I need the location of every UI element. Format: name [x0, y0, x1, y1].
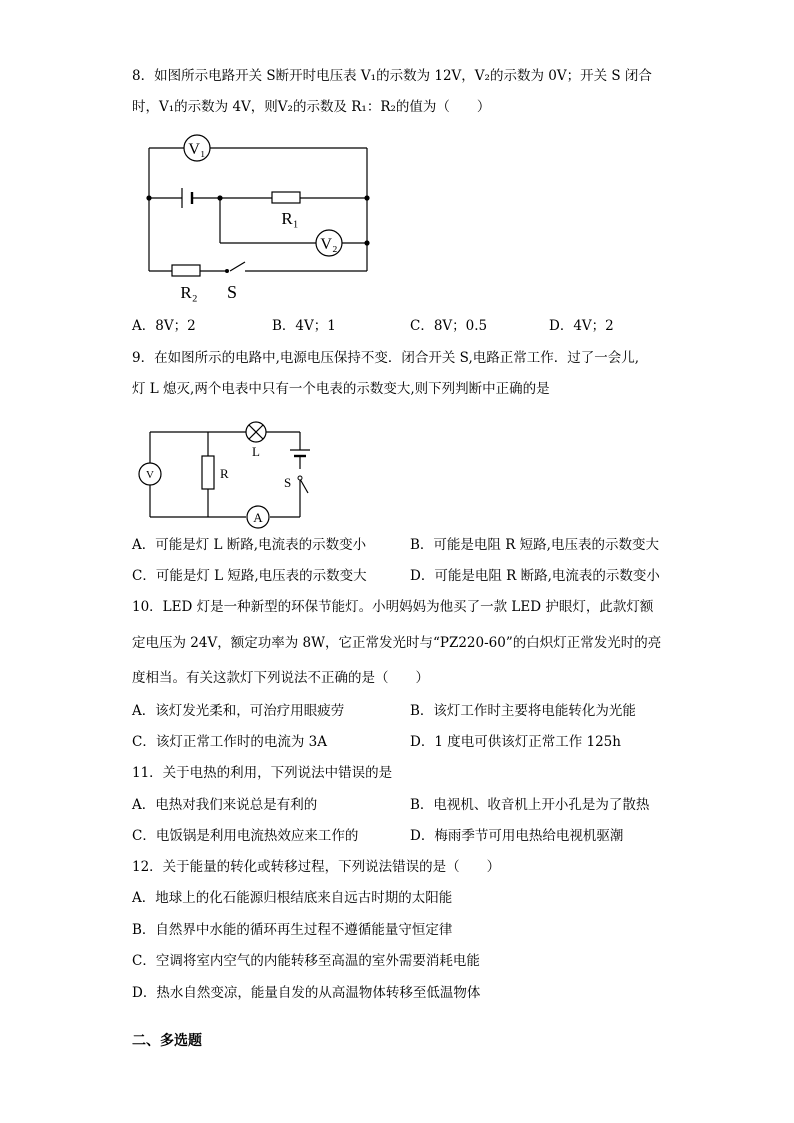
q8-option-c[interactable]: C．8V；0.5 — [410, 318, 488, 334]
q12-option-c[interactable]: C．空调将室内空气的内能转移至高温的室外需要消耗电能 — [132, 953, 480, 969]
q9-option-b[interactable]: B．可能是电阻 R 短路,电压表的示数变大 — [410, 537, 659, 553]
q8-option-d[interactable]: D．4V；2 — [549, 318, 614, 334]
q10-stem-line3: 度相当。有关这款灯下列说法不正确的是（ ） — [132, 670, 429, 686]
q10-stem-line1: 10．LED 灯是一种新型的环保节能灯。小明妈妈为他买了一款 LED 护眼灯，此款灯额 — [132, 599, 654, 615]
q9-s-label: S — [284, 475, 292, 490]
section-title: 二、多选题 — [132, 1033, 202, 1049]
q9-option-d[interactable]: D．可能是电阻 R 断路,电流表的示数变小 — [410, 568, 660, 584]
q8-stem-line2: 时，V₁的示数为 4V，则V₂的示数及 R₁：R₂的值为（ ） — [132, 99, 491, 115]
q10-option-b[interactable]: B．该灯工作时主要将电能转化为光能 — [410, 703, 636, 719]
q9-v-label: V — [146, 469, 154, 481]
q9-option-c[interactable]: C．可能是灯 L 短路,电压表的示数变大 — [132, 568, 367, 584]
q12-option-a[interactable]: A．地球上的化石能源归根结底来自远古时期的太阳能 — [132, 890, 453, 906]
q10-option-a[interactable]: A．该灯发光柔和，可治疗用眼疲劳 — [132, 703, 345, 719]
q12-option-b[interactable]: B．自然界中水能的循环再生过程不遵循能量守恒定律 — [132, 922, 453, 938]
q9-option-a[interactable]: A．可能是灯 L 断路,电流表的示数变小 — [132, 537, 367, 553]
q12-stem-line1: 12．关于能量的转化或转移过程，下列说法错误的是（ ） — [132, 859, 501, 875]
q11-option-d[interactable]: D．梅雨季节可用电热给电视机驱潮 — [410, 828, 624, 844]
q8-v1-label: V₁ — [188, 141, 206, 158]
q10-option-c[interactable]: C．该灯正常工作时的电流为 3A — [132, 734, 327, 750]
q8-circuit-diagram — [132, 128, 382, 308]
q10-stem-line2: 定电压为 24V，额定功率为 8W，它正常发光时与“PZ220-60”的白炽灯正常发光时的亮 — [132, 635, 662, 651]
q8-v2-label: V₂ — [320, 236, 338, 253]
q8-option-b[interactable]: B．4V；1 — [272, 318, 336, 334]
q9-stem-line1: 9．在如图所示的电路中,电源电压保持不变．闭合开关 S,电路正常工作．过了一会儿, — [132, 350, 640, 366]
q8-r1-label: R₁ — [281, 209, 299, 228]
q8-s-label: S — [226, 282, 238, 302]
q10-option-d[interactable]: D．1 度电可供该灯正常工作 125h — [410, 734, 621, 750]
q9-r-label: R — [220, 466, 229, 481]
q8-r2-label: R₂ — [180, 283, 198, 302]
q9-circuit-diagram — [132, 414, 322, 534]
q8-stem-line1: 8．如图所示电路开关 S断开时电压表 V₁的示数为 12V，V₂的示数为 0V；开关 S 闭合 — [132, 68, 652, 84]
q11-option-c[interactable]: C．电饭锅是利用电流热效应来工作的 — [132, 828, 359, 844]
q9-a-label: A — [253, 510, 263, 525]
q11-option-b[interactable]: B．电视机、收音机上开小孔是为了散热 — [410, 797, 650, 813]
q12-option-d[interactable]: D．热水自然变凉，能量自发的从高温物体转移至低温物体 — [132, 985, 481, 1001]
q11-option-a[interactable]: A．电热对我们来说总是有利的 — [132, 797, 318, 813]
q11-stem-line1: 11．关于电热的利用，下列说法中错误的是 — [132, 765, 393, 781]
q9-stem-line2: 灯 L 熄灭,两个电表中只有一个电表的示数变大,则下列判断中正确的是 — [132, 381, 550, 397]
q9-l-label: L — [252, 444, 260, 459]
q8-option-a[interactable]: A．8V；2 — [132, 318, 196, 334]
